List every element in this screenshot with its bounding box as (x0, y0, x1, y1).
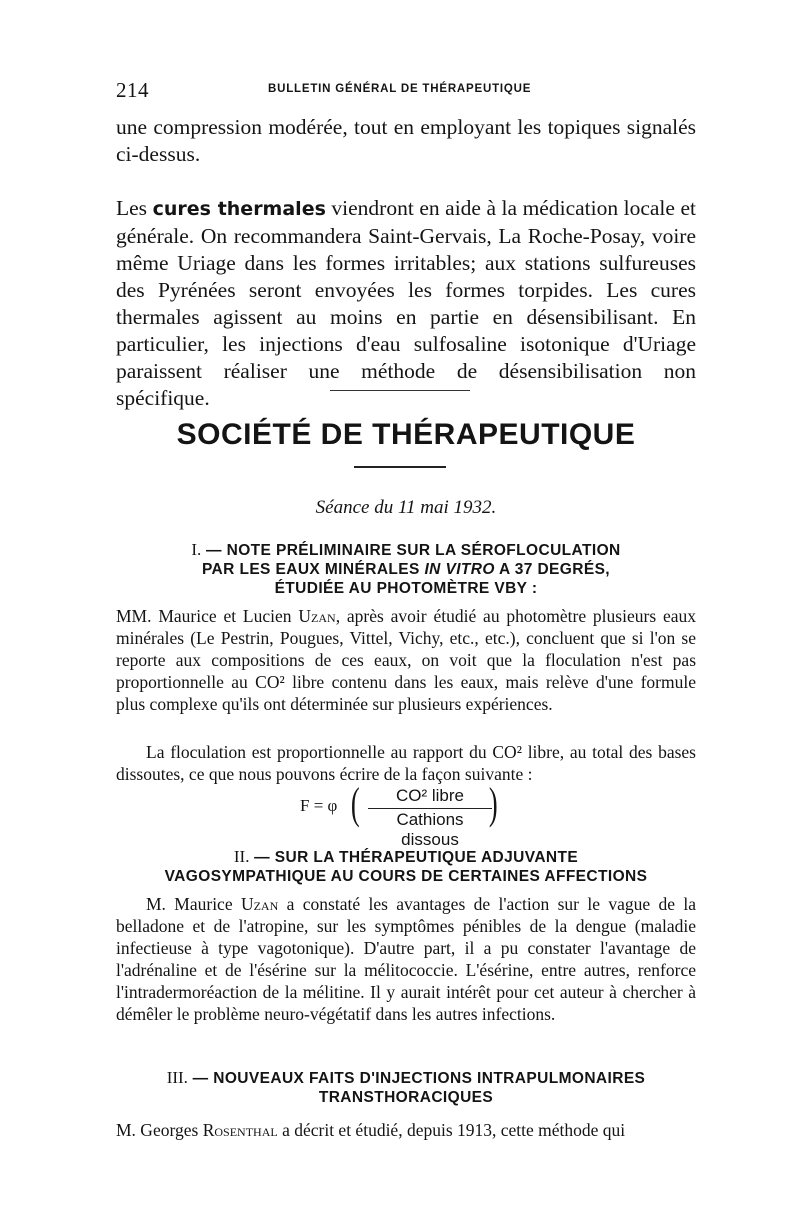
thermal-cures-term: cures thermales (152, 198, 326, 220)
section-1-paragraph-1 (116, 605, 696, 715)
author-name-uzan-2: Uzan (240, 894, 279, 914)
section-1-heading-line-3: ÉTUDIÉE AU PHOTOMÈTRE VBY : (274, 580, 538, 597)
section-2-number: II. (233, 847, 250, 866)
section-3-number: III. (166, 1068, 188, 1087)
thermal-lead: Les (116, 196, 153, 220)
section-1-heading (116, 540, 696, 598)
flocculation-formula (300, 779, 520, 849)
formula-denominator: Cathions dissous (396, 810, 464, 849)
formula-numerator: CO² libre (395, 786, 464, 805)
fraction-bar (368, 808, 492, 809)
section-3-heading (116, 1068, 696, 1107)
section-2-paragraph (116, 893, 696, 1025)
section-3-para-start: M. Georges (116, 1120, 203, 1140)
section-1-paragraph-2 (116, 741, 696, 785)
intro-paragraph-continued (116, 114, 696, 168)
title-rule (354, 466, 446, 468)
section-1-heading-line-2b: A 37 DEGRÉS, (494, 561, 611, 578)
section-1-para-2-text: La floculation est proportionnelle au rapport du CO² libre, au total des bases dissoutes, ce que nous pouvons écrire de la façon suivante : (116, 742, 696, 784)
author-name-rosenthal: Rosenthal (202, 1120, 278, 1140)
section-1-heading-line-1: — NOTE PRÉLIMINAIRE SUR LA SÉROFLOCULATION (201, 542, 621, 559)
section-1-para-start: MM. Maurice et Lucien (116, 606, 299, 626)
thermal-cures-paragraph (116, 195, 696, 412)
thermal-text: viendront en aide à la médication locale et générale. On recommandera Saint-Gervais, La Roche-Posay, voire même Uriage dans les formes irritables; aux stations sulfureuses des Pyrénées seront envoyées les formes torpides. Les cures thermales agissent au moins en partie en désensibilisant. En particulier, les injections d'eau sulfosaline isotonique d'Uriage paraissent réaliser une méthode de désensibilisation non spécifique. (116, 196, 696, 410)
formula-lhs: F = φ (300, 796, 338, 815)
section-1-para-text: , après avoir étudié au photomètre plusieurs eaux minérales (Le Pestrin, Pougues, Vittel, Vichy, etc., etc.), concluent que si l'on se reporte aux compositions de ces eaux, on voit que la floculation n'est pas proportionnelle au CO² libre contenu dans les eaux, mais relève d'une formule plus complexe qu'ils ont déterminée sur plusieurs expériences. (116, 606, 696, 714)
page-header (116, 78, 696, 104)
author-name-uzan: Uzan (298, 606, 336, 626)
society-title: SOCIÉTÉ DE THÉRAPEUTIQUE (176, 418, 636, 451)
section-2-para-text: a constaté les avantages de l'action sur le vague de la belladone et de l'atropine, sur les symptômes pénibles de la dengue (maladie infectieuse à type vagotonique). D'autre part, il a pu constater l'avantage de l'adrénaline et de l'ésérine sur la mélitococcie. L'ésérine, entre autres, renforce l'intradermoréaction de la mélitine. Il y aurait intérêt pour cet auteur à chercher à démêler le problème neuro-végétatif dans les autres infections. (116, 894, 696, 1024)
section-2-heading (116, 847, 696, 886)
section-3-heading-line-2: TRANSTHORACIQUES (318, 1089, 494, 1106)
running-title: BULLETIN GÉNÉRAL DE THÉRAPEUTIQUE (268, 83, 532, 95)
section-1-heading-italic: IN VITRO (424, 561, 495, 578)
section-3-heading-line-1: — NOUVEAUX FAITS D'INJECTIONS INTRAPULMONAIRES (187, 1070, 646, 1087)
section-1-heading-line-2a: PAR LES EAUX MINÉRALES (201, 561, 425, 578)
section-2-heading-line-2: VAGOSYMPATHIQUE AU COURS DE CERTAINES AFFECTIONS (164, 868, 648, 885)
section-2-para-start: M. Maurice (146, 894, 241, 914)
section-3-para-text: a décrit et étudié, depuis 1913, cette méthode qui (277, 1120, 626, 1140)
left-paren: ( (350, 779, 360, 828)
section-1-number: I. (191, 540, 202, 559)
session-date: Séance du 11 mai 1932. (315, 497, 497, 518)
page-number: 214 (116, 78, 149, 102)
section-3-paragraph (116, 1119, 696, 1141)
section-2-heading-line-1: — SUR LA THÉRAPEUTIQUE ADJUVANTE (249, 849, 579, 866)
end-rule (330, 390, 470, 391)
right-paren: ) (488, 779, 498, 828)
intro-text: une compression modérée, tout en employant les topiques signalés ci-dessus. (116, 115, 696, 166)
